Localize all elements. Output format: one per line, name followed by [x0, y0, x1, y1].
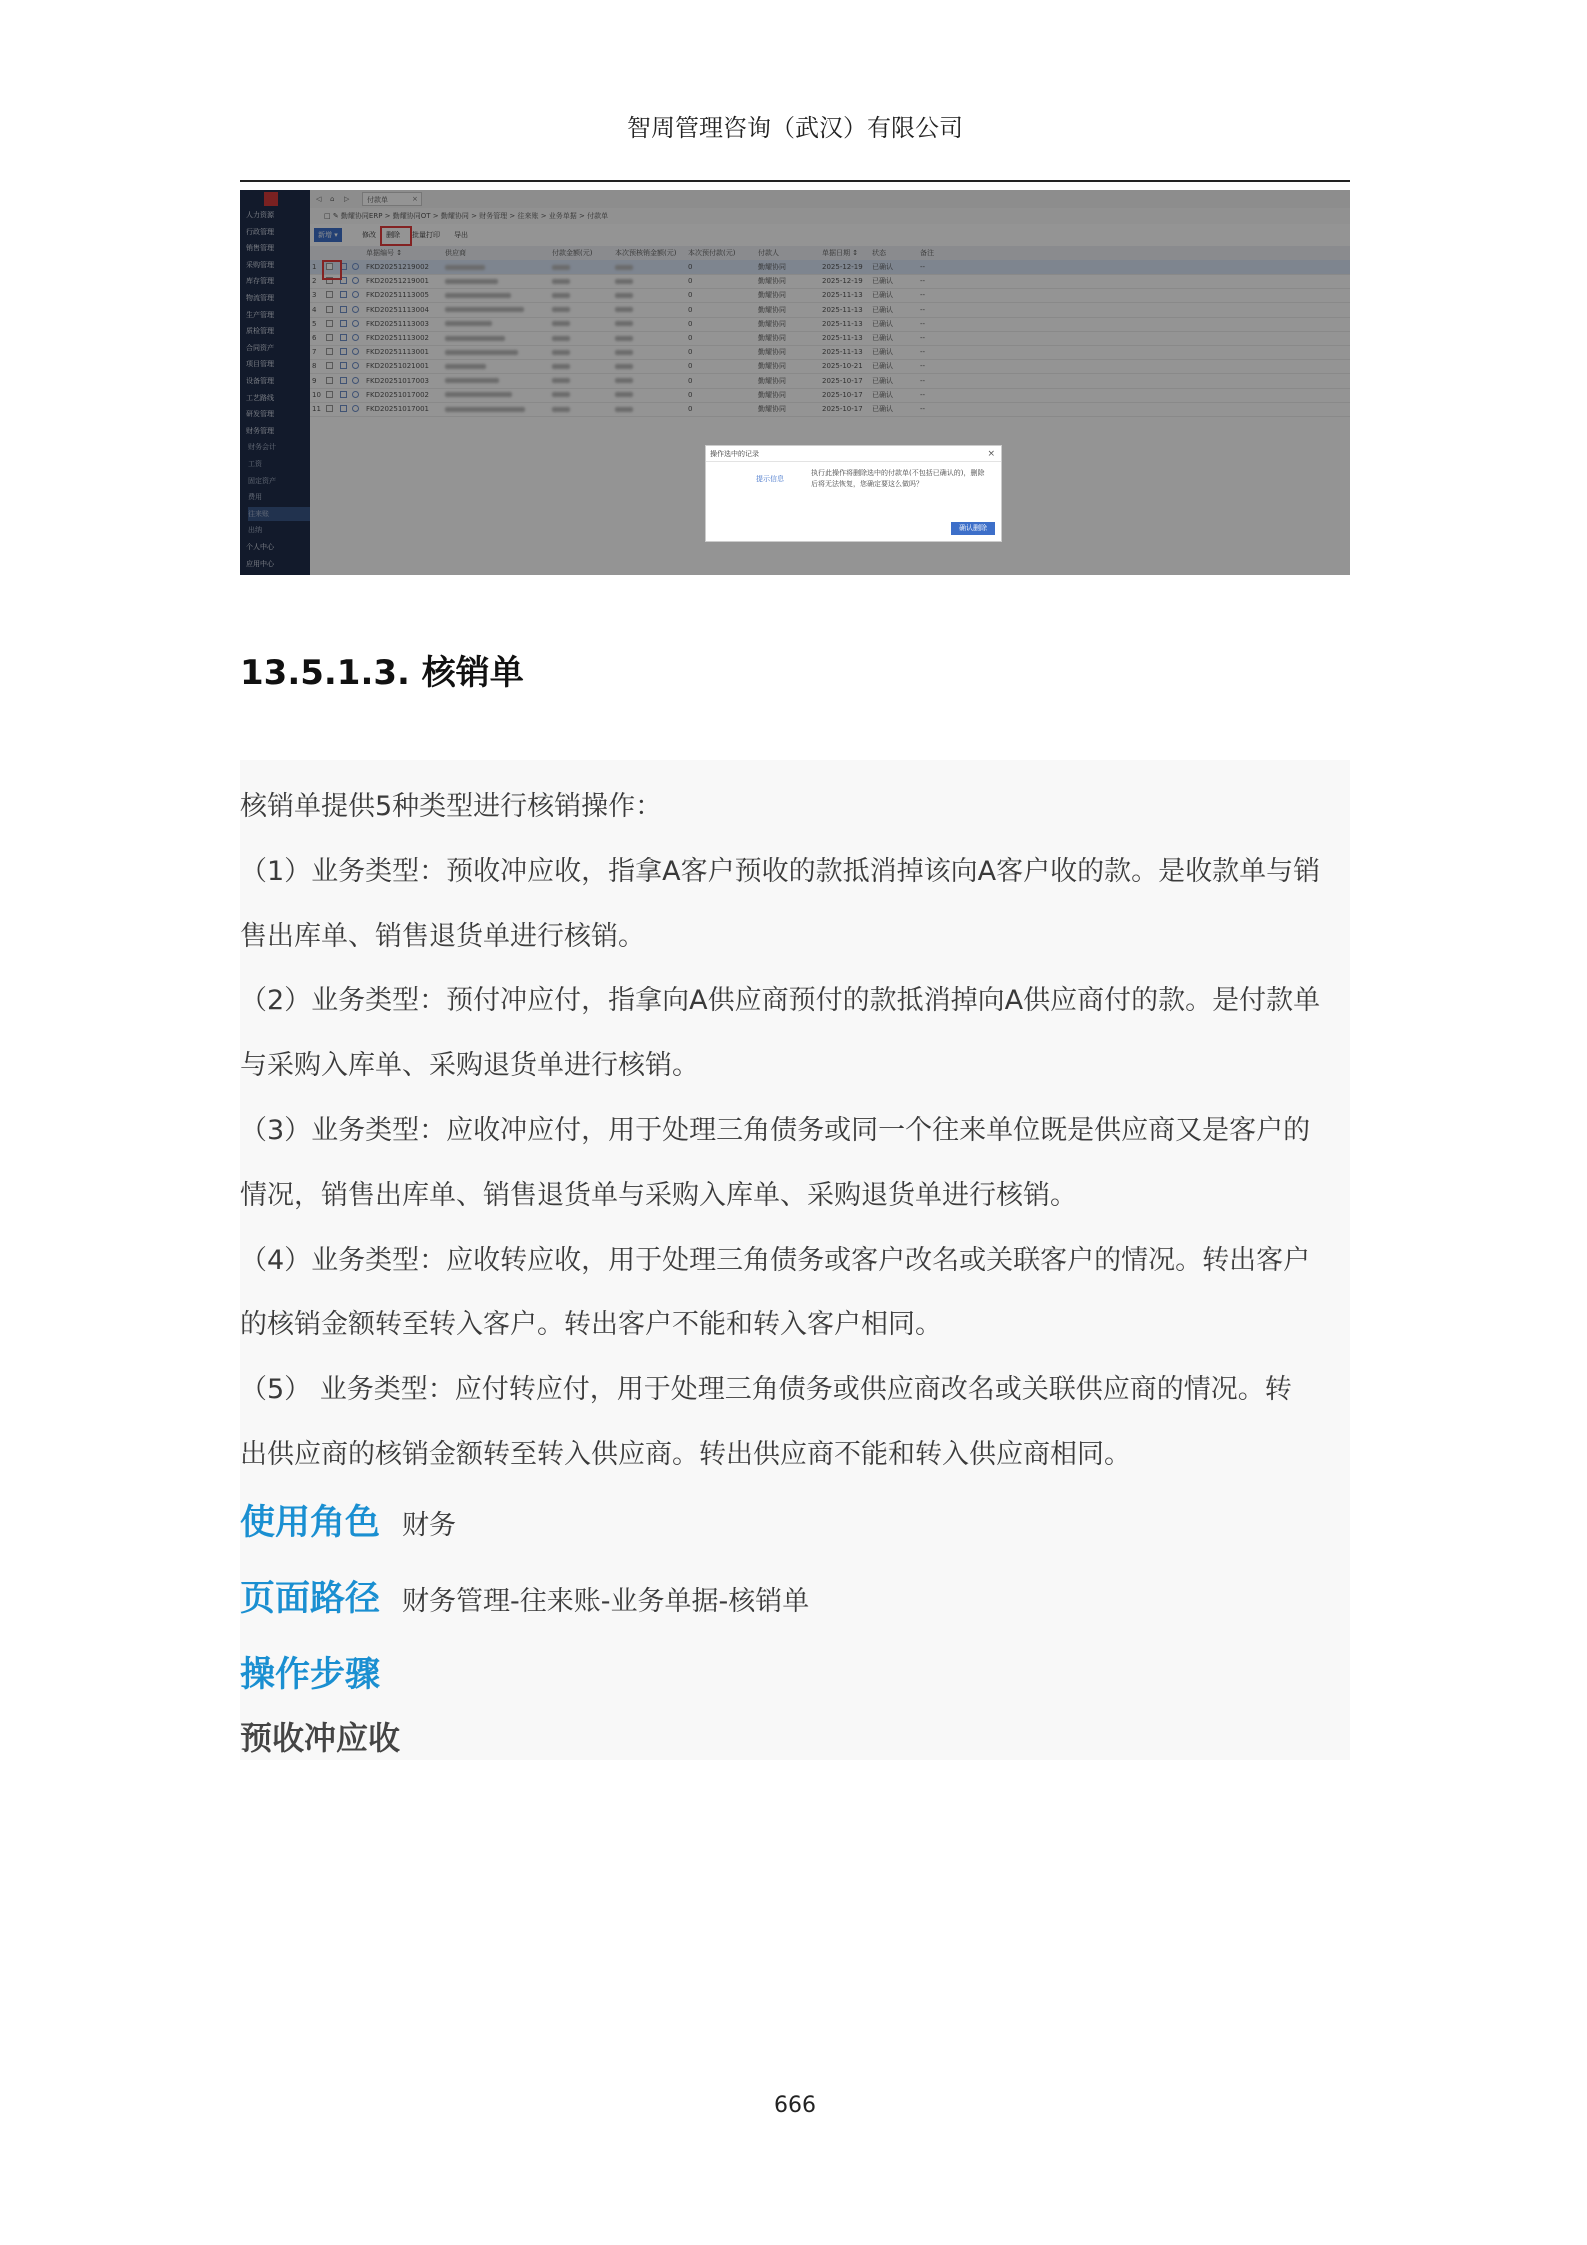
- doc-code[interactable]: FKD20251021001: [366, 362, 429, 371]
- sidebar-item[interactable]: 合同资产: [246, 343, 274, 352]
- note: --: [920, 362, 926, 371]
- delete-button[interactable]: 删除: [386, 231, 400, 239]
- export-button[interactable]: 导出: [454, 231, 468, 239]
- page-header: 智周管理咨询（武汉）有限公司: [627, 114, 963, 142]
- doc-date: 2025-11-13: [822, 348, 863, 357]
- doc-date: 2025-10-21: [822, 362, 863, 371]
- batch-print-button[interactable]: 批量打印: [412, 231, 440, 239]
- status: 已确认: [872, 319, 893, 328]
- sidebar-item[interactable]: 行政管理: [246, 227, 274, 236]
- paragraph-line: 的核销金额转至转入客户。转出客户不能和转入客户相同。: [240, 1309, 942, 1341]
- back-icon[interactable]: ◁: [316, 195, 322, 203]
- status: 已确认: [872, 348, 893, 357]
- status: 已确认: [872, 305, 893, 314]
- doc-date: 2025-10-17: [822, 390, 863, 399]
- column-header[interactable]: 单据编号 ↕: [366, 249, 403, 257]
- tab-close-icon[interactable]: ×: [412, 195, 418, 203]
- note: --: [920, 405, 926, 413]
- close-icon[interactable]: ×: [987, 449, 995, 459]
- note: --: [920, 376, 926, 385]
- paragraph-line: （5） 业务类型：应付转应付，用于处理三角债务或供应商改名或关联供应商的情况。转: [240, 1374, 1292, 1406]
- row-number: 3: [312, 291, 317, 300]
- doc-date: 2025-11-13: [822, 305, 863, 314]
- row-number: 9: [312, 376, 317, 385]
- dialog-message: 执行此操作将删除选中的付款单(不包括已确认的)，删除后将无法恢复，您确定要这么做吗？: [811, 469, 985, 488]
- prepay-value: 0: [688, 390, 693, 399]
- doc-code[interactable]: FKD20251017001: [366, 405, 429, 413]
- prepay-value: 0: [688, 334, 693, 342]
- sidebar-item[interactable]: 财务管理: [246, 426, 274, 435]
- note: --: [920, 305, 926, 314]
- sidebar-item[interactable]: 固定资产: [248, 476, 276, 485]
- payer: 勤耀协同: [758, 362, 786, 371]
- paragraph-line: 情况，销售出库单、销售退货单与采购入库单、采购退货单进行核销。: [240, 1179, 1077, 1211]
- home-icon[interactable]: ⌂: [330, 195, 335, 203]
- note: --: [920, 277, 926, 286]
- screenshot-figure: [240, 190, 1350, 575]
- dialog-title: 操作选中的记录: [710, 450, 759, 458]
- note: --: [920, 291, 926, 300]
- sidebar-item[interactable]: 工艺路线: [246, 393, 274, 402]
- header-rule: [240, 180, 1350, 182]
- paragraph-line: 核销单提供5种类型进行核销操作：: [240, 791, 663, 822]
- doc-code[interactable]: FKD20251017002: [366, 390, 429, 399]
- doc-date: 2025-10-17: [822, 376, 863, 385]
- forward-icon[interactable]: ▷: [344, 195, 350, 203]
- status: 已确认: [872, 263, 893, 271]
- column-header[interactable]: 备注: [920, 249, 934, 257]
- doc-code[interactable]: FKD20251017003: [366, 376, 429, 385]
- breadcrumb: □ ✎ 勤耀协同ERP > 勤耀协同OT > 勤耀协同 > 财务管理 > 往来账 > 业务单据 > 付款单: [324, 212, 609, 220]
- prepay-value: 0: [688, 263, 693, 271]
- status: 已确认: [872, 390, 893, 399]
- row-number: 8: [312, 362, 317, 371]
- payer: 勤耀协同: [758, 305, 786, 314]
- dialog-label: 提示信息: [756, 475, 784, 483]
- paragraph-line: （4）业务类型：应收转应收，用于处理三角债务或客户改名或关联客户的情况。转出客户: [240, 1244, 1311, 1276]
- status: 已确认: [872, 405, 893, 413]
- dialog-divider: [706, 461, 1001, 462]
- doc-code[interactable]: FKD20251113002: [366, 334, 429, 342]
- row-number: 1: [312, 263, 317, 271]
- status: 已确认: [872, 334, 893, 342]
- paragraph-line: 与采购入库单、采购退货单进行核销。: [240, 1050, 699, 1082]
- sidebar-item[interactable]: 应用中心: [246, 559, 274, 568]
- note: --: [920, 390, 926, 399]
- payer: 勤耀协同: [758, 263, 786, 271]
- prepay-value: 0: [688, 405, 693, 413]
- column-header[interactable]: 单据日期 ↕: [822, 249, 859, 257]
- sidebar-item[interactable]: 物流管理: [246, 294, 274, 302]
- row-number: 10: [312, 390, 321, 399]
- doc-code[interactable]: FKD20251219002: [366, 263, 429, 271]
- row-number: 2: [312, 277, 317, 286]
- sidebar-item[interactable]: 工资: [248, 460, 262, 468]
- prepay-value: 0: [688, 376, 693, 385]
- prepay-value: 0: [688, 319, 693, 328]
- tab-payment[interactable]: 付款单: [362, 192, 422, 206]
- payer: 勤耀协同: [758, 376, 786, 385]
- doc-code[interactable]: FKD20251219001: [366, 277, 429, 286]
- payer: 勤耀协同: [758, 348, 786, 357]
- new-button[interactable]: 新增 ▾: [314, 228, 342, 242]
- doc-date: 2025-11-13: [822, 291, 863, 300]
- sidebar-item[interactable]: 人力资源: [246, 211, 274, 219]
- prepay-value: 0: [688, 348, 693, 357]
- edit-button[interactable]: 修改: [362, 231, 376, 239]
- column-header[interactable]: 状态: [872, 249, 886, 257]
- note: --: [920, 319, 926, 328]
- note: --: [920, 348, 926, 357]
- confirm-delete-button[interactable]: 确认删除: [951, 522, 995, 535]
- path-heading: 页面路径: [240, 1579, 381, 1619]
- doc-code[interactable]: FKD20251113004: [366, 305, 429, 314]
- note: --: [920, 263, 926, 271]
- column-header[interactable]: 本次预付款(元): [688, 249, 736, 257]
- paragraph-line: （3）业务类型：应收冲应付，用于处理三角债务或同一个往来单位既是供应商又是客户的: [240, 1115, 1311, 1146]
- prepay-value: 0: [688, 291, 693, 300]
- path-value: 财务管理-往来账-业务单据-核销单: [402, 1586, 810, 1617]
- prepay-value: 0: [688, 277, 693, 286]
- sidebar-item[interactable]: 项目管理: [246, 360, 274, 369]
- sidebar-item[interactable]: 个人中心: [246, 543, 274, 551]
- payer: 勤耀协同: [758, 319, 786, 328]
- doc-code[interactable]: FKD20251113003: [366, 319, 429, 328]
- payer: 勤耀协同: [758, 334, 786, 342]
- sidebar-item[interactable]: 库存管理: [246, 277, 274, 286]
- column-header[interactable]: 本次预核销金额(元): [615, 249, 677, 257]
- sidebar-item[interactable]: 质检管理: [246, 327, 274, 336]
- payer: 勤耀协同: [758, 390, 786, 399]
- sidebar-item[interactable]: 采购管理: [246, 260, 274, 269]
- payer: 勤耀协同: [758, 291, 786, 300]
- payer: 勤耀协同: [758, 405, 786, 413]
- payer: 勤耀协同: [758, 277, 786, 286]
- row-number: 7: [312, 348, 317, 357]
- doc-code[interactable]: FKD20251113005: [366, 291, 429, 300]
- status: 已确认: [872, 376, 893, 385]
- status: 已确认: [872, 277, 893, 286]
- paragraph-line: 售出库单、销售退货单进行核销。: [240, 920, 645, 952]
- doc-date: 2025-12-19: [822, 277, 863, 286]
- paragraph-line: （1）业务类型：预收冲应收，指拿A客户预收的款抵消掉该向A客户收的款。是收款单与销: [240, 855, 1321, 887]
- row-number: 4: [312, 305, 317, 314]
- subsection-title: 预收冲应收: [240, 1719, 401, 1757]
- sidebar-item[interactable]: 生产管理: [246, 310, 274, 319]
- sidebar-item[interactable]: 销售管理: [246, 244, 274, 253]
- steps-heading: 操作步骤: [240, 1655, 381, 1695]
- paragraph-line: 出供应商的核销金额转至转入供应商。转出供应商不能和转入供应商相同。: [240, 1439, 1131, 1470]
- prepay-value: 0: [688, 362, 693, 371]
- doc-date: 2025-11-13: [822, 319, 863, 328]
- page-number: 666: [774, 2093, 816, 2118]
- row-number: 6: [312, 334, 317, 342]
- column-header[interactable]: 付款人: [758, 249, 779, 257]
- row-number: 5: [312, 319, 317, 328]
- sidebar-item[interactable]: 研发管理: [246, 410, 274, 419]
- status: 已确认: [872, 291, 893, 300]
- prepay-value: 0: [688, 305, 693, 314]
- confirm-dialog: [705, 445, 1002, 542]
- sidebar-item[interactable]: 财务会计: [248, 443, 276, 452]
- sidebar-item[interactable]: 设备管理: [246, 377, 274, 385]
- note: --: [920, 334, 926, 342]
- sidebar-item[interactable]: 费用: [248, 493, 262, 502]
- sidebar-item[interactable]: 往来账: [248, 507, 310, 521]
- doc-date: 2025-11-13: [822, 334, 863, 342]
- row-number: 11: [312, 405, 321, 413]
- role-heading: 使用角色: [240, 1503, 381, 1543]
- section-title: 13.5.1.3. 核销单: [240, 653, 524, 693]
- paragraph-line: （2）业务类型：预付冲应付，指拿向A供应商预付的款抵消掉向A供应商付的款。是付款单: [240, 985, 1321, 1017]
- column-header[interactable]: 付款金额(元): [552, 249, 593, 257]
- status: 已确认: [872, 362, 893, 371]
- doc-date: 2025-12-19: [822, 263, 863, 271]
- doc-code[interactable]: FKD20251113001: [366, 348, 429, 357]
- sidebar-item[interactable]: 出纳: [248, 526, 262, 535]
- role-value: 财务: [402, 1510, 456, 1541]
- column-header[interactable]: 供应商: [445, 249, 466, 257]
- doc-date: 2025-10-17: [822, 405, 863, 413]
